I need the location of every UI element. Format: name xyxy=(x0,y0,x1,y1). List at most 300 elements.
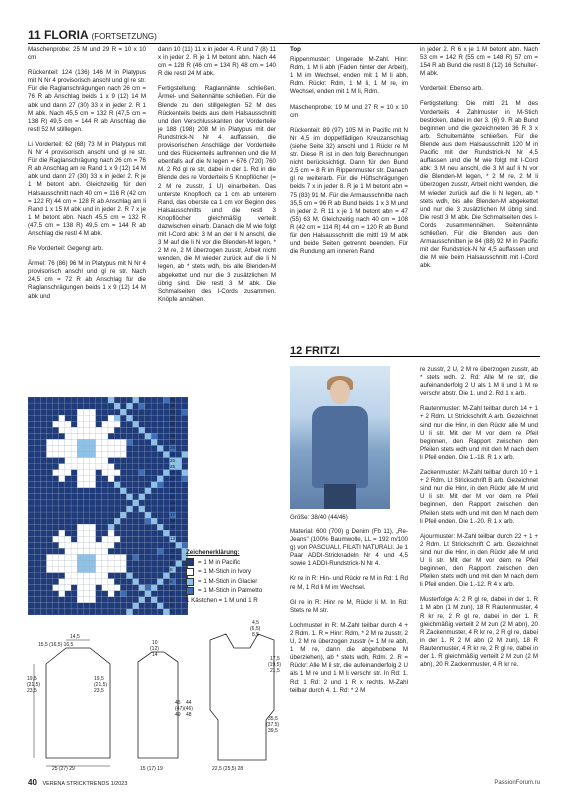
chart-cell xyxy=(90,415,96,421)
footer xyxy=(28,778,127,787)
chart-row-number: 16 xyxy=(170,518,176,524)
chart-cell xyxy=(151,548,157,554)
chart-row-number: 29 xyxy=(170,439,176,445)
chart-cell xyxy=(96,518,102,524)
chart-cell xyxy=(102,554,108,560)
photo-sweater xyxy=(312,406,368,488)
chart-cell xyxy=(108,573,114,579)
chart-cell xyxy=(53,452,59,458)
chart-cell xyxy=(157,488,163,494)
chart-cell xyxy=(65,452,71,458)
chart-cell xyxy=(77,536,83,542)
chart-cell xyxy=(151,470,157,476)
chart-cell xyxy=(90,427,96,433)
chart-cell xyxy=(120,500,126,506)
chart-cell xyxy=(65,439,71,445)
chart-cell xyxy=(59,548,65,554)
chart-cell xyxy=(90,464,96,470)
chart-cell xyxy=(120,518,126,524)
chart-cell xyxy=(151,476,157,482)
chart-cell xyxy=(139,421,145,427)
chart-cell xyxy=(108,488,114,494)
chart-cell xyxy=(163,561,169,567)
magazine-name: VERENA STRICKTRENDS 1/2023 xyxy=(42,781,128,787)
chart-cell xyxy=(120,397,126,403)
paragraph: Ajourmuster: M-Zahl teilbar durch 22 + 1 + 2 Rdm. Lt Strickschrift C arb. Gezeichnet sind nur die Hinr, in den Rückr alle M und U li str. Mit der M vor dem re Pfeil beginnen, den Rapport zwischen den Pfeilen stets wdh und mit den M nach dem li Pfeil enden. Die 1.-12. R 4 x arb. xyxy=(420,532,538,589)
chart-cell xyxy=(139,542,145,548)
chart-cell xyxy=(46,427,52,433)
chart-cell xyxy=(40,445,46,451)
chart-cell xyxy=(83,579,89,585)
chart-cell xyxy=(120,470,126,476)
chart-cell xyxy=(157,500,163,506)
photo-head xyxy=(330,380,350,404)
chart-cell xyxy=(59,554,65,560)
chart-cell xyxy=(46,500,52,506)
chart-cell xyxy=(163,512,169,518)
chart-cell xyxy=(96,561,102,567)
chart-cell xyxy=(133,567,139,573)
chart-cell xyxy=(139,403,145,409)
chart-cell xyxy=(65,591,71,597)
chart-cell xyxy=(182,488,188,494)
chart-cell xyxy=(151,458,157,464)
chart-cell xyxy=(120,415,126,421)
chart-cell xyxy=(53,409,59,415)
chart-cell xyxy=(157,415,163,421)
chart-cell xyxy=(157,609,163,615)
chart-cell xyxy=(46,452,52,458)
chart-cell xyxy=(53,536,59,542)
chart-cell xyxy=(133,585,139,591)
chart-cell xyxy=(120,530,126,536)
chart-cell xyxy=(96,609,102,615)
chart-cell xyxy=(133,518,139,524)
chart-cell xyxy=(71,585,77,591)
chart-cell xyxy=(71,567,77,573)
chart-cell xyxy=(133,415,139,421)
chart-cell xyxy=(114,567,120,573)
chart-cell xyxy=(96,445,102,451)
chart-cell xyxy=(176,427,182,433)
chart-cell xyxy=(120,561,126,567)
chart-cell xyxy=(59,415,65,421)
column-1 xyxy=(28,46,146,308)
chart-cell xyxy=(114,524,120,530)
chart-cell xyxy=(83,506,89,512)
chart-cell xyxy=(34,524,40,530)
chart-cell xyxy=(28,585,34,591)
chart-cell xyxy=(46,548,52,554)
chart-row-number: 32 xyxy=(170,421,176,427)
chart-cell xyxy=(40,530,46,536)
chart-cell xyxy=(126,530,132,536)
chart-cell xyxy=(139,415,145,421)
chart-cell xyxy=(28,518,34,524)
chart-cell xyxy=(34,409,40,415)
chart-row-number: 10 xyxy=(170,554,176,560)
legend-item xyxy=(186,558,262,568)
chart-cell xyxy=(90,421,96,427)
chart-cell xyxy=(151,536,157,542)
chart-cell xyxy=(46,482,52,488)
chart-cell xyxy=(34,464,40,470)
legend-swatch xyxy=(186,568,194,576)
chart-cell xyxy=(114,482,120,488)
chart-cell xyxy=(182,476,188,482)
chart-cell xyxy=(182,500,188,506)
chart-cell xyxy=(145,464,151,470)
chart-cell xyxy=(126,445,132,451)
chart-cell xyxy=(163,397,169,403)
chart-cell xyxy=(163,603,169,609)
chart-cell xyxy=(46,433,52,439)
chart-cell xyxy=(90,567,96,573)
chart-cell xyxy=(102,597,108,603)
chart-cell xyxy=(96,603,102,609)
chart-cell xyxy=(46,403,52,409)
chart-cell xyxy=(114,458,120,464)
chart-cell xyxy=(133,476,139,482)
chart-cell xyxy=(40,488,46,494)
chart-cell xyxy=(53,403,59,409)
chart-cell xyxy=(65,476,71,482)
chart-cell xyxy=(90,403,96,409)
chart-cell xyxy=(145,554,151,560)
chart-cell xyxy=(83,439,89,445)
chart-cell xyxy=(182,530,188,536)
chart-cell xyxy=(83,427,89,433)
chart-cell xyxy=(133,524,139,530)
chart-cell xyxy=(102,421,108,427)
chart-cell xyxy=(28,445,34,451)
chart-cell xyxy=(108,494,114,500)
chart-cell xyxy=(83,597,89,603)
chart-cell xyxy=(108,585,114,591)
watermark: PassionForum.ru xyxy=(494,780,540,786)
chart-cell xyxy=(59,403,65,409)
chart-cell xyxy=(145,573,151,579)
chart-cell xyxy=(133,439,139,445)
chart-cell xyxy=(108,542,114,548)
chart-cell xyxy=(163,470,169,476)
chart-cell xyxy=(182,518,188,524)
chart-cell xyxy=(65,597,71,603)
chart-cell xyxy=(77,530,83,536)
chart-cell xyxy=(133,397,139,403)
chart-cell xyxy=(157,512,163,518)
chart-cell xyxy=(34,458,40,464)
chart-cell xyxy=(102,591,108,597)
chart-cell xyxy=(151,433,157,439)
chart-cell xyxy=(120,445,126,451)
chart-cell xyxy=(77,603,83,609)
chart-cell xyxy=(108,579,114,585)
chart-cell xyxy=(83,567,89,573)
chart-cell xyxy=(53,458,59,464)
chart-cell xyxy=(34,591,40,597)
chart-cell xyxy=(151,591,157,597)
chart-cell xyxy=(114,591,120,597)
chart-cell xyxy=(114,470,120,476)
chart-cell xyxy=(176,494,182,500)
chart-cell xyxy=(96,482,102,488)
chart-cell xyxy=(139,464,145,470)
chart-cell xyxy=(53,530,59,536)
chart-cell xyxy=(145,518,151,524)
chart-cell xyxy=(145,579,151,585)
chart-cell xyxy=(53,427,59,433)
chart-cell xyxy=(133,445,139,451)
chart-cell xyxy=(108,506,114,512)
chart-cell xyxy=(46,536,52,542)
chart-cell xyxy=(133,554,139,560)
dim-label: (46) xyxy=(184,706,193,712)
chart-cell xyxy=(157,597,163,603)
chart-cell xyxy=(53,524,59,530)
chart-cell xyxy=(163,506,169,512)
chart-cell xyxy=(157,554,163,560)
chart-cell xyxy=(108,415,114,421)
chart-cell xyxy=(108,439,114,445)
chart-cell xyxy=(108,567,114,573)
chart-cell xyxy=(34,403,40,409)
chart-row-number: 35 xyxy=(170,403,176,409)
chart-cell xyxy=(28,548,34,554)
chart-cell xyxy=(176,573,182,579)
chart-cell xyxy=(102,561,108,567)
chart-cell xyxy=(157,573,163,579)
chart-cell xyxy=(126,415,132,421)
chart-cell xyxy=(40,561,46,567)
chart-cell xyxy=(139,506,145,512)
chart-cell xyxy=(71,403,77,409)
chart-cell xyxy=(53,445,59,451)
chart-cell xyxy=(163,567,169,573)
chart-cell xyxy=(139,488,145,494)
chart-cell xyxy=(114,579,120,585)
chart-cell xyxy=(46,488,52,494)
paragraph: Rautenmuster: M-Zahl teilbar durch 14 + 1 + 2 Rdm. Lt Strickschrift A arb. Gezeichnet sind nur die Hinr, in den Rückr alle M und U li str. Mit der M vor dem re Pfeil beginnen, den Rapport zwischen den Pfeilen stets wdh und mit den M nach dem li Pfeil enden. Die 1.-18. R 1 x arb. xyxy=(420,405,538,461)
chart-cell xyxy=(71,512,77,518)
chart-cell xyxy=(133,452,139,458)
chart-cell xyxy=(53,554,59,560)
chart-cell xyxy=(96,427,102,433)
chart-cell xyxy=(28,609,34,615)
chart-cell xyxy=(102,500,108,506)
paragraph: Zackenmuster: M-Zahl teilbar durch 10 + 1 + 2 Rdm. Lt Strickschrift B arb. Gezeichnet sind nur die Hinr, in den Rückr alle M und U li str. Mit der M vor dem re Pfeil beginnen, den Rapport zwischen den Pfeilen stets wdh und mit den M nach dem li Pfeil enden. Die 1.-20. R 1 x arb. xyxy=(420,469,538,525)
chart-cell xyxy=(83,397,89,403)
chart-cell xyxy=(53,482,59,488)
chart-cell xyxy=(53,494,59,500)
chart-cell xyxy=(139,603,145,609)
chart-cell xyxy=(83,464,89,470)
chart-cell xyxy=(77,500,83,506)
chart-cell xyxy=(46,415,52,421)
chart-cell xyxy=(120,403,126,409)
chart-cell xyxy=(102,542,108,548)
chart-cell xyxy=(182,536,188,542)
chart-cell xyxy=(34,482,40,488)
chart-cell xyxy=(83,542,89,548)
chart-cell xyxy=(59,397,65,403)
chart-cell xyxy=(53,421,59,427)
chart-cell xyxy=(176,506,182,512)
chart-cell xyxy=(145,439,151,445)
chart-cell xyxy=(151,452,157,458)
chart-cell xyxy=(28,458,34,464)
chart-cell xyxy=(163,536,169,542)
chart-cell xyxy=(77,476,83,482)
chart-cell xyxy=(133,458,139,464)
chart-cell xyxy=(40,433,46,439)
chart-cell xyxy=(126,476,132,482)
chart-cell xyxy=(77,609,83,615)
chart-cell xyxy=(139,591,145,597)
chart-cell xyxy=(40,403,46,409)
chart-cell xyxy=(90,536,96,542)
chart-cell xyxy=(114,464,120,470)
chart-cell xyxy=(59,609,65,615)
chart-cell xyxy=(145,585,151,591)
model-photo xyxy=(290,366,390,509)
chart-cell xyxy=(83,524,89,530)
chart-cell xyxy=(34,579,40,585)
chart-cell xyxy=(151,567,157,573)
chart-cell xyxy=(133,427,139,433)
chart-cell xyxy=(163,554,169,560)
chart-cell xyxy=(126,548,132,554)
chart-cell xyxy=(71,433,77,439)
chart-cell xyxy=(53,573,59,579)
chart-cell xyxy=(133,488,139,494)
chart-cell xyxy=(90,470,96,476)
chart-cell xyxy=(120,421,126,427)
chart-row-number: 27 xyxy=(170,451,176,457)
chart-cell xyxy=(65,512,71,518)
chart-cell xyxy=(126,464,132,470)
chart-cell xyxy=(151,542,157,548)
chart-cell xyxy=(139,609,145,615)
legend-swatch xyxy=(186,558,194,566)
legend-label: = 1 M-Stich in Glacier xyxy=(198,577,258,585)
chart-cell xyxy=(40,506,46,512)
chart-cell xyxy=(28,512,34,518)
chart-cell xyxy=(90,585,96,591)
chart-cell xyxy=(53,542,59,548)
chart-cell xyxy=(151,518,157,524)
chart-cell xyxy=(114,494,120,500)
chart-cell xyxy=(83,500,89,506)
chart-cell xyxy=(83,488,89,494)
chart-cell xyxy=(163,579,169,585)
chart-cell xyxy=(108,603,114,609)
section-subtitle: (FORTSETZUNG) xyxy=(91,32,157,41)
dim-label: 45 xyxy=(175,700,181,706)
chart-cell xyxy=(151,585,157,591)
chart-cell xyxy=(28,561,34,567)
chart-cell xyxy=(40,597,46,603)
chart-cell xyxy=(163,445,169,451)
legend-title: Zeichenerklärung: xyxy=(186,549,240,556)
chart-cell xyxy=(176,476,182,482)
chart-cell xyxy=(96,409,102,415)
chart-cell xyxy=(163,415,169,421)
chart-cell xyxy=(65,415,71,421)
chart-cell xyxy=(46,518,52,524)
chart-cell xyxy=(46,579,52,585)
chart-cell xyxy=(163,609,169,615)
chart-cell xyxy=(133,573,139,579)
chart-cell xyxy=(96,458,102,464)
chart-cell xyxy=(28,500,34,506)
chart-cell xyxy=(151,439,157,445)
chart-cell xyxy=(59,518,65,524)
chart-cell xyxy=(90,506,96,512)
chart-cell xyxy=(53,567,59,573)
chart-cell xyxy=(59,567,65,573)
chart-row-number: 26 xyxy=(170,457,176,463)
chart-cell xyxy=(102,452,108,458)
chart-cell xyxy=(53,597,59,603)
chart-cell xyxy=(34,500,40,506)
chart-cell xyxy=(176,439,182,445)
chart-cell xyxy=(102,494,108,500)
paragraph: Kr re in R: Hin- und Rückr re M in Rd: 1 Rd re M, 1 Rd li M im Wechsel. xyxy=(290,575,408,591)
chart-cell xyxy=(102,433,108,439)
chart-cell xyxy=(40,415,46,421)
chart-cell xyxy=(163,464,169,470)
chart-row-number: 22 xyxy=(170,481,176,487)
chart-cell xyxy=(53,518,59,524)
chart-cell xyxy=(77,445,83,451)
chart-cell xyxy=(182,524,188,530)
chart-cell xyxy=(114,530,120,536)
chart-cell xyxy=(114,561,120,567)
paragraph: Musterfolge A: 2 R gl re, dabei in der 1. R 1 M abn (1 M zun), 18 R Rautenmuster, 4 R kr re, 2 R gl re, dabei in der 1. R gleichmäßig verteilt 2 M zun (2 M abn), 20 R Zackenmuster, 4 R kr re, 2 R gl re, dabei in der 1. R 2 M abn (2 M zun), 18 R Rautenmuster, 4 R kr re, 2 R gl re, dabei in der 1. R gleichmäßig verteilt 2 M zun (2 M abn), 20 R Zackenmuster, 4 R kr re. xyxy=(420,596,538,669)
chart-cell xyxy=(120,433,126,439)
chart-cell xyxy=(163,458,169,464)
chart-cell xyxy=(139,554,145,560)
chart-cell xyxy=(139,445,145,451)
dim-label: 44 xyxy=(186,700,192,706)
chart-cell xyxy=(176,554,182,560)
legend-label: = 1 M-Stich in Palmetto xyxy=(198,587,263,595)
chart-cell xyxy=(120,524,126,530)
chart-cell xyxy=(114,488,120,494)
chart-cell xyxy=(46,506,52,512)
chart-cell xyxy=(120,573,126,579)
chart-row-number: 34 xyxy=(170,409,176,415)
chart-cell xyxy=(96,494,102,500)
dim-label: 23,5 xyxy=(94,688,104,694)
chart-cell xyxy=(151,409,157,415)
chart-cell xyxy=(145,603,151,609)
chart-cell xyxy=(126,591,132,597)
chart-cell xyxy=(28,573,34,579)
chart-cell xyxy=(114,415,120,421)
paragraph: Rückenteil: 124 (136) 146 M in Platypus mit N Nr 4 provisorisch anschl und gl re str. Für die Raglanschrägungen nach 26 cm = 76 R ab Anschlag beids 1 x 9 (12) 14 M abk und dann 27 (30) 33 x in jeder 2. R 1 M abk. Nach 45,5 cm = 132 R (47,5 cm = 138 R) 49,5 cm = 144 R ab Anschlag die restl 52 M stilllegen. xyxy=(28,69,146,133)
chart-cell xyxy=(90,488,96,494)
chart-cell xyxy=(102,470,108,476)
chart-cell xyxy=(59,506,65,512)
chart-cell xyxy=(157,452,163,458)
chart-cell xyxy=(102,573,108,579)
chart-cell xyxy=(96,542,102,548)
chart-cell xyxy=(71,458,77,464)
chart-cell xyxy=(108,409,114,415)
chart-cell xyxy=(163,494,169,500)
